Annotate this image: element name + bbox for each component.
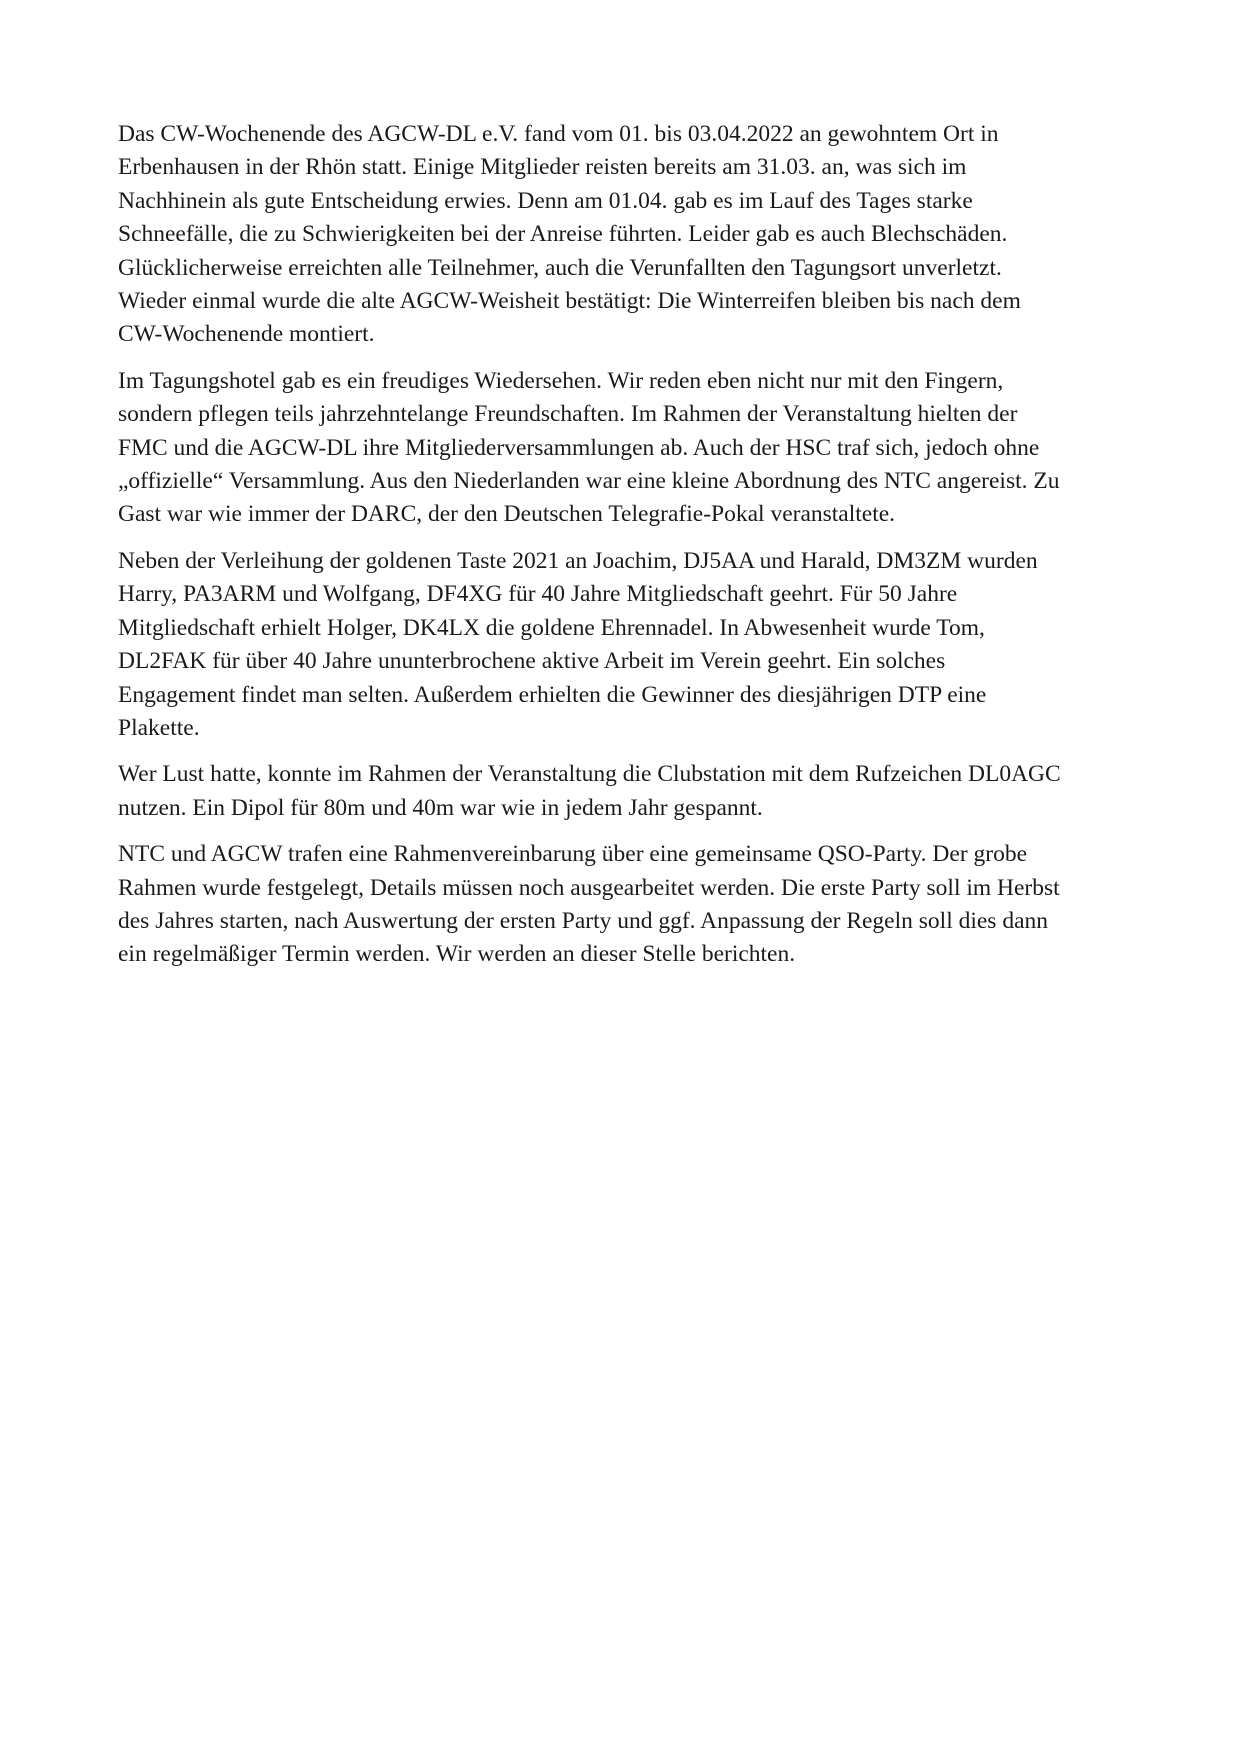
paragraph-1: [118, 118, 1128, 352]
text-line: ein regelmäßiger Termin werden. Wir werden an dieser Stelle berichten.: [118, 941, 796, 968]
text-line: Glücklicherweise erreichten alle Teilnehmer, auch die Verunfallten den Tagungsort unverletzt.: [118, 254, 1002, 281]
text-line: Schneefälle, die zu Schwierigkeiten bei der Anreise führten. Leider gab es auch Blechschäden.: [118, 221, 1008, 248]
text-line: Gast war wie immer der DARC, der den Deutschen Telegrafie-Pokal veranstaltete.: [118, 501, 896, 528]
text-line: des Jahres starten, nach Auswertung der ersten Party und ggf. Anpassung der Regeln soll dies dann: [118, 907, 1049, 934]
text-line: Im Tagungshotel gab es ein freudiges Wiedersehen. Wir reden eben nicht nur mit den Fingern,: [118, 367, 1004, 394]
text-line: Mitgliedschaft erhielt Holger, DK4LX die goldene Ehrennadel. In Abwesenheit wurde Tom,: [118, 614, 985, 641]
text-line: Neben der Verleihung der goldenen Taste 2021 an Joachim, DJ5AA und Harald, DM3ZM wurden: [118, 547, 1038, 574]
text-line: Wer Lust hatte, konnte im Rahmen der Veranstaltung die Clubstation mit dem Rufzeichen DL0AGC: [118, 761, 1061, 788]
text-line: Engagement findet man selten. Außerdem erhielten die Gewinner des diesjährigen DTP eine: [118, 681, 987, 708]
article-body: [118, 118, 1128, 985]
paragraph-4: [118, 758, 1128, 825]
paragraph-3: [118, 545, 1128, 745]
text-line: Harry, PA3ARM und Wolfgang, DF4XG für 40 Jahre Mitgliedschaft geehrt. Für 50 Jahre: [118, 581, 958, 608]
text-line: NTC und AGCW trafen eine Rahmenvereinbarung über eine gemeinsame QSO-Party. Der grobe: [118, 841, 1028, 868]
text-line: nutzen. Ein Dipol für 80m und 40m war wie in jedem Jahr gespannt.: [118, 794, 763, 821]
text-line: Wieder einmal wurde die alte AGCW-Weisheit bestätigt: Die Winterreifen bleiben bis nach dem: [118, 288, 1021, 315]
text-line: FMC und die AGCW-DL ihre Mitgliederversammlungen ab. Auch der HSC traf sich, jedoch ohne: [118, 434, 1040, 461]
text-line: „offizielle“ Versammlung. Aus den Niederlanden war eine kleine Abordnung des NTC angereist. Zu: [118, 468, 1060, 495]
text-line: Erbenhausen in der Rhön statt. Einige Mitglieder reisten bereits am 31.03. an, was sich im: [118, 154, 967, 181]
paragraph-5: [118, 838, 1128, 972]
text-line: CW-Wochenende montiert.: [118, 321, 375, 348]
text-line: Nachhinein als gute Entscheidung erwies. Denn am 01.04. gab es im Lauf des Tages starke: [118, 187, 973, 214]
text-line: sondern pflegen teils jahrzehntelange Freundschaften. Im Rahmen der Veranstaltung hielten der: [118, 401, 1018, 428]
text-line: Rahmen wurde festgelegt, Details müssen noch ausgearbeitet werden. Die erste Party soll im Herbst: [118, 874, 1060, 901]
paragraph-2: [118, 365, 1128, 532]
text-line: DL2FAK für über 40 Jahre ununterbrochene aktive Arbeit im Verein geehrt. Ein solches: [118, 648, 946, 675]
text-line: Plakette.: [118, 714, 200, 741]
text-line: Das CW-Wochenende des AGCW-DL e.V. fand vom 01. bis 03.04.2022 an gewohntem Ort in: [118, 121, 999, 147]
